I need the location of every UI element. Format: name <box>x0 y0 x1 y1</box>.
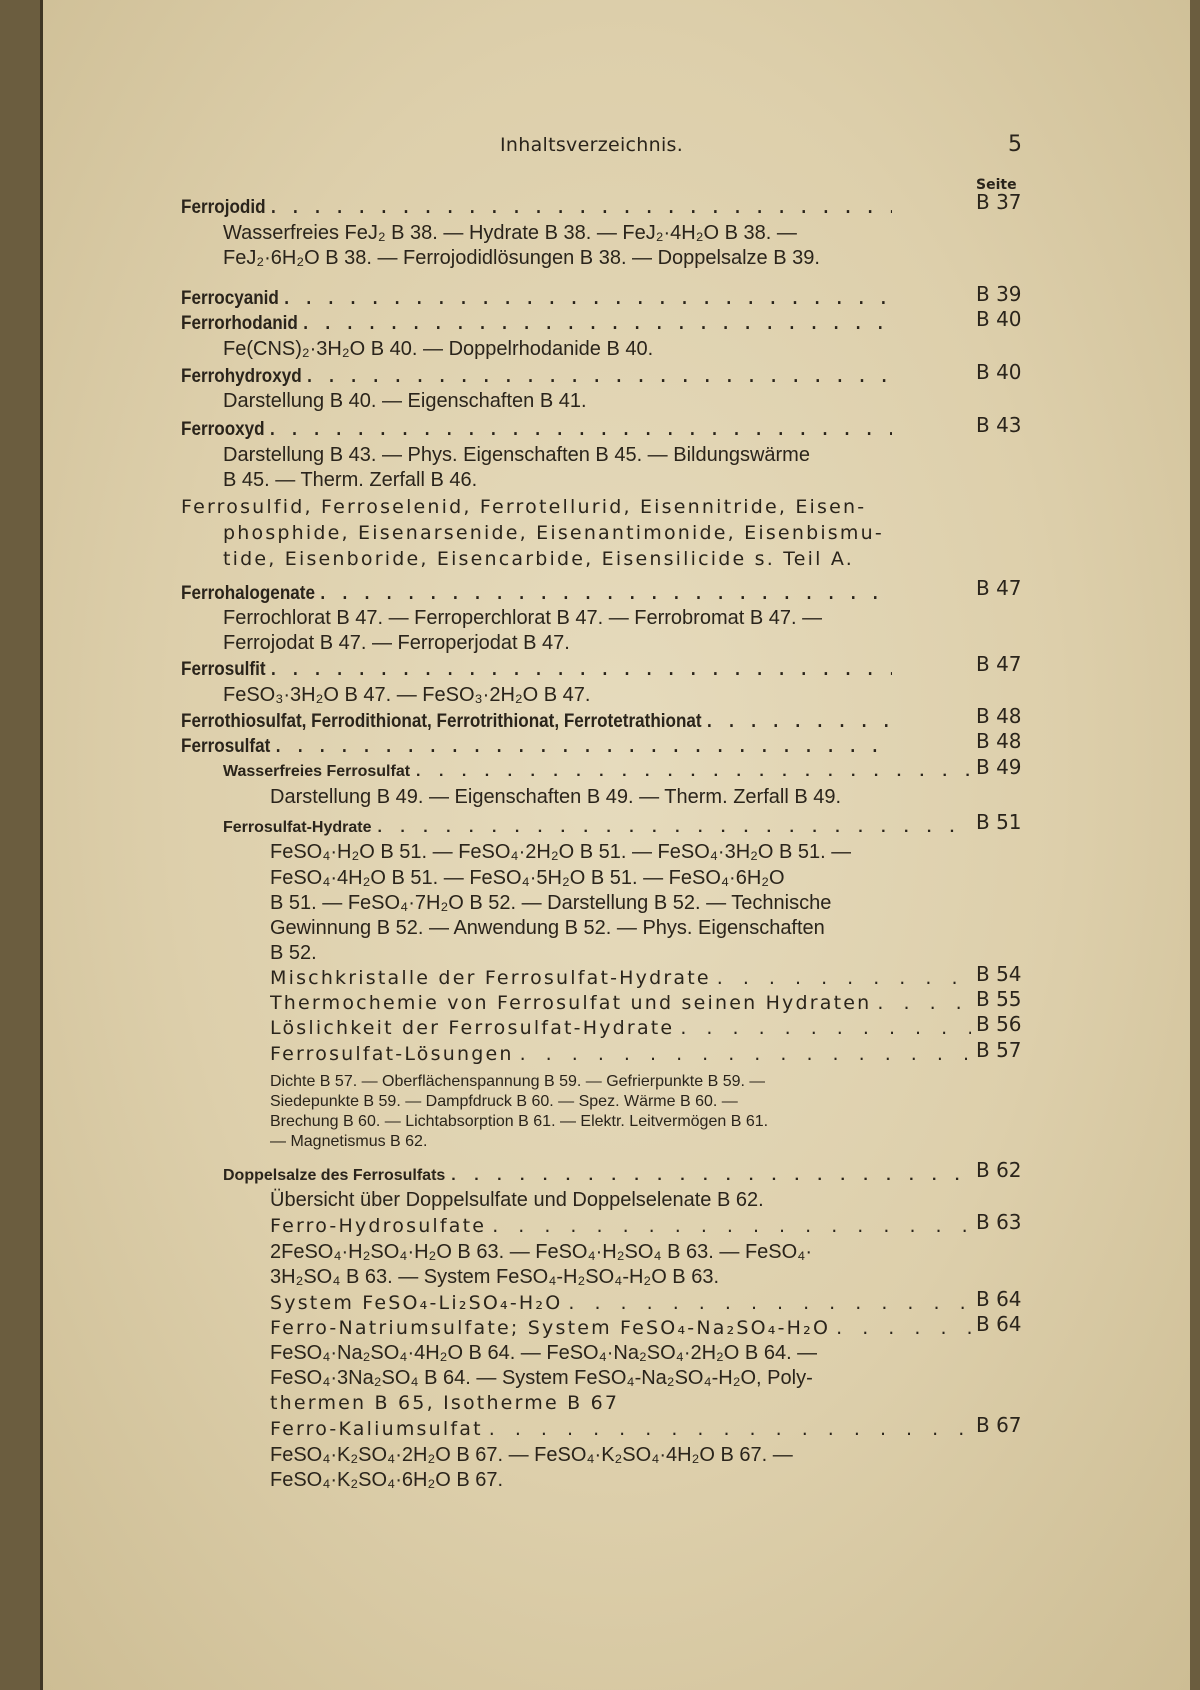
page-number: 5 <box>1008 132 1022 157</box>
toc-entry-title: Ferrohalogenate . . . <box>181 581 892 606</box>
toc-page-ref: B 40 <box>976 360 1022 384</box>
toc-entry-detail: Siedepunkte B 59. — Dampfdruck B 60. — Spez. Wärme B 60. — <box>270 1093 738 1110</box>
header-title: Inhaltsverzeichnis. <box>500 134 684 156</box>
toc-page-ref: B 64 <box>976 1287 1022 1311</box>
seite-column-label: Seite <box>976 177 1017 193</box>
toc-entry-detail: 2FeSO₄·H₂SO₄·H₂O B 63. — FeSO₄·H₂SO₄ B 63. — FeSO₄· <box>270 1241 813 1263</box>
toc-entry-detail: FeJ₂·6H₂O B 38. — Ferrojodidlösungen B 38. — Doppelsalze B 39. <box>223 247 820 269</box>
toc-subentry-title: Ferro-Natriumsulfate; System FeSO₄-Na₂SO₄-H₂O . . . <box>270 1316 971 1341</box>
toc-entry-detail: Dichte B 57. — Oberflächenspannung B 59. — Gefrierpunkte B 59. — <box>270 1073 766 1090</box>
toc-entry-detail: B 52. <box>270 942 317 964</box>
toc-subentry-title: Ferrosulfat-Lösungen . . . <box>270 1042 971 1067</box>
toc-page-ref: B 49 <box>976 755 1022 779</box>
toc-page-ref: B 54 <box>976 962 1022 986</box>
toc-entry-detail: Darstellung B 49. — Eigenschaften B 49. — Therm. Zerfall B 49. <box>270 786 842 808</box>
toc-page-ref: B 47 <box>976 652 1022 676</box>
toc-page-ref: B 63 <box>976 1210 1022 1234</box>
toc-subentry-title: Wasserfreies Ferrosulfat . . . <box>223 759 971 784</box>
toc-subentry-title: Mischkristalle der Ferrosulfat-Hydrate . . . <box>270 966 971 991</box>
toc-entry-detail: FeSO₃·3H₂O B 47. — FeSO₃·2H₂O B 47. <box>223 684 591 706</box>
toc-entry-title: Ferrosulfit . . . <box>181 657 892 682</box>
toc-entry-detail: Darstellung B 43. — Phys. Eigenschaften B 45. — Bildungswärme <box>223 444 810 466</box>
page-spine-edge <box>40 0 43 1690</box>
toc-page-ref: B 56 <box>976 1012 1022 1036</box>
toc-entry-detail: FeSO₄·Na₂SO₄·4H₂O B 64. — FeSO₄·Na₂SO₄·2H₂O B 64. — <box>270 1342 818 1364</box>
toc-entry-detail: 3H₂SO₄ B 63. — System FeSO₄-H₂SO₄-H₂O B 63. <box>270 1266 720 1288</box>
toc-entry-title: Ferrothiosulfat, Ferrodithionat, Ferrotrithionat, Ferrotetrathionat . . . <box>181 709 892 734</box>
toc-entry-detail: FeSO₄·3Na₂SO₄ B 64. — System FeSO₄-Na₂SO₄-H₂O, Poly- <box>270 1367 813 1389</box>
toc-entry-title: Ferrojodid . . . <box>181 195 892 220</box>
toc-subentry-title: Ferro-Kaliumsulfat . . . <box>270 1417 971 1442</box>
toc-entry-detail: FeSO₄·K₂SO₄·6H₂O B 67. <box>270 1469 504 1491</box>
toc-entry-note: tide, Eisenboride, Eisencarbide, Eisensilicide s. Teil A. <box>223 548 854 570</box>
toc-entry-title: Ferrocyanid . . . <box>181 286 892 311</box>
toc-entry-detail: FeSO₄·H₂O B 51. — FeSO₄·2H₂O B 51. — FeSO₄·3H₂O B 51. — <box>270 841 852 863</box>
toc-entry-title: Ferrohydroxyd . . . <box>181 364 892 389</box>
toc-page-ref: B 67 <box>976 1413 1022 1437</box>
toc-subentry-title: Thermochemie von Ferrosulfat und seinen Hydraten . . . <box>270 991 971 1016</box>
toc-entry-detail: Wasserfreies FeJ₂ B 38. — Hydrate B 38. — FeJ₂·4H₂O B 38. — <box>223 222 797 244</box>
toc-page-ref: B 39 <box>976 282 1022 306</box>
toc-page-ref: B 37 <box>976 190 1022 214</box>
toc-page-ref: B 48 <box>976 704 1022 728</box>
toc-subentry-title: Ferrosulfat-Hydrate . . . <box>223 815 971 840</box>
toc-subentry-title: Ferro-Hydrosulfate . . . <box>270 1214 971 1239</box>
toc-entry-detail: B 45. — Therm. Zerfall B 46. <box>223 469 478 491</box>
toc-page-ref: B 62 <box>976 1158 1022 1182</box>
toc-entry-detail: — Magnetismus B 62. <box>270 1133 428 1150</box>
toc-page-ref: B 43 <box>976 413 1022 437</box>
toc-page-ref: B 64 <box>976 1312 1022 1336</box>
toc-subentry-title: System FeSO₄-Li₂SO₄-H₂O . . . <box>270 1291 971 1316</box>
toc-entry-detail: Darstellung B 40. — Eigenschaften B 41. <box>223 390 587 412</box>
toc-page-ref: B 48 <box>976 729 1022 753</box>
toc-entry-title: Ferrooxyd . . . <box>181 417 892 442</box>
toc-entry-detail: FeSO₄·K₂SO₄·2H₂O B 67. — FeSO₄·K₂SO₄·4H₂O B 67. — <box>270 1444 793 1466</box>
toc-entry-title: Ferrorhodanid . . . <box>181 311 892 336</box>
toc-page-ref: B 55 <box>976 987 1022 1011</box>
toc-entry-detail: Gewinnung B 52. — Anwendung B 52. — Phys. Eigenschaften <box>270 917 825 939</box>
toc-entry-note: phosphide, Eisenarsenide, Eisenantimonide, Eisenbismu- <box>223 522 884 544</box>
toc-page-ref: B 57 <box>976 1038 1022 1062</box>
toc-subentry-title: Doppelsalze des Ferrosulfats . . . <box>223 1163 971 1188</box>
toc-page-ref: B 51 <box>976 810 1022 834</box>
book-page <box>40 0 1190 1690</box>
toc-entry-detail: B 51. — FeSO₄·7H₂O B 52. — Darstellung B 52. — Technische <box>270 892 832 914</box>
toc-subentry-title: Löslichkeit der Ferrosulfat-Hydrate . . . <box>270 1016 971 1041</box>
toc-entry-title: Ferrosulfat . . . <box>181 734 892 759</box>
toc-entry-detail: Ferrochlorat B 47. — Ferroperchlorat B 47. — Ferrobromat B 47. — <box>223 607 823 629</box>
toc-entry-detail: Fe(CNS)₂·3H₂O B 40. — Doppelrhodanide B 40. <box>223 338 654 360</box>
toc-entry-note: Ferrosulfid, Ferroselenid, Ferrotellurid, Eisennitride, Eisen- <box>181 496 867 518</box>
toc-entry-detail: Übersicht über Doppelsulfate und Doppelselenate B 62. <box>270 1189 764 1211</box>
toc-entry-detail: Brechung B 60. — Lichtabsorption B 61. — Elektr. Leitvermögen B 61. <box>270 1113 769 1130</box>
running-header <box>40 134 1190 164</box>
toc-entry-detail: Ferrojodat B 47. — Ferroperjodat B 47. <box>223 632 570 654</box>
toc-entry-detail: thermen B 65, Isotherme B 67 <box>270 1392 620 1414</box>
toc-page-ref: B 47 <box>976 576 1022 600</box>
toc-entry-detail: FeSO₄·4H₂O B 51. — FeSO₄·5H₂O B 51. — FeSO₄·6H₂O <box>270 867 785 889</box>
toc-page-ref: B 40 <box>976 307 1022 331</box>
